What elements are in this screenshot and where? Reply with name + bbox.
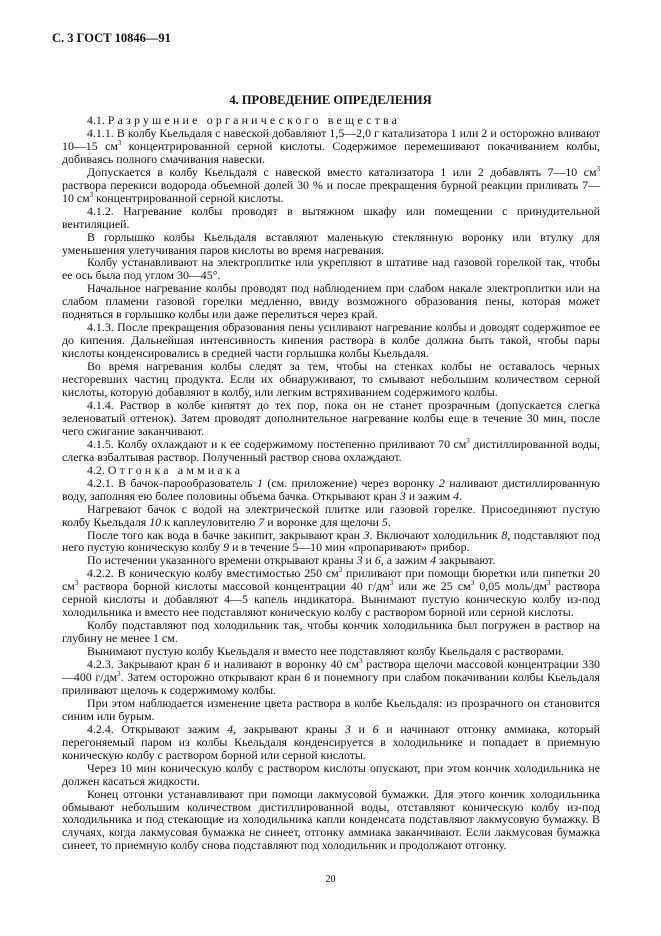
item-reference: 10 [149, 514, 162, 529]
text-run: дистиллированной воды, слегка взбалтывая раствор. Полученный раствор снова охлаждают. [62, 436, 600, 464]
item-reference: 5 [381, 514, 388, 529]
item-reference: 1 [257, 475, 263, 490]
text-run: Конец отгонки устанавливают при помощи лакмусовой бумажки. Для этого кончик холодильника обмывают небольшим количеством дистиллированной воды, отставляют коническую колбу из-под холодильника и под стекающие из холодильника капли конденсата подставляют лакмусовую бумажку. В случаях, когда лакмусовая бумажка не синеет, отгонку аммиака заканчивают. Если лакмусовая бумажка синеет, то приемную колбу снова подставляют под холодильник и продолжают отгонку. [62, 786, 600, 853]
text-run: , закрывают краны [233, 721, 345, 736]
text-run: 4.2.2. В коническую колбу вместимостью 250 см [87, 566, 339, 581]
text-run: , а зажим [380, 553, 431, 568]
paragraph [62, 399, 600, 438]
text-run: Через 10 мин коническую колбу с раствором кислоты опускают, при этом кончик холодильника не должен касаться жидкости. [62, 760, 600, 788]
paragraph [62, 321, 600, 360]
text-run: 4.1.1. В колбу Кьельдаля с навеской добавляют 1,5—2,0 г катализатора 1 или 2 и осторожно вливают 10—15 см [62, 125, 600, 153]
text-run: . [459, 488, 463, 503]
text-run: и [350, 721, 373, 736]
item-reference: 4 [227, 721, 234, 736]
item-reference: 6 [304, 669, 311, 684]
text-run: концентрированной серной кислоты. [93, 190, 284, 205]
text-run: 4.2.3. Закрывают кран [87, 657, 204, 672]
text-run: После того как вода в бачке закипит, закрывают кран [87, 527, 364, 542]
text-run: 0,05 моль/дм [474, 579, 547, 594]
text-run: 4.1.5. Колбу охлаждают и к ее содержимому постепенно приливают 70 см [87, 436, 467, 451]
superscript: 3 [338, 566, 343, 575]
text-run: . Затем осторожно открывают кран [120, 669, 305, 684]
paragraph [62, 697, 600, 723]
text-run: и [362, 553, 375, 568]
text-run: Во время нагревания колбы следят за тем, чтобы на стенках колбы не оставалось черных несгоревших частиц продукта. Если их обнаруживают, то смывают небольшим количеством серной кислоты, которую добавляют в колбу, или легким встряхиванием содержимого колбы. [62, 359, 600, 400]
item-reference: 3 [399, 488, 406, 503]
text-run: . Включают холодильник [369, 527, 502, 542]
item-reference: 6 [374, 553, 381, 568]
superscript: 3 [89, 190, 94, 199]
paragraph [62, 231, 600, 257]
text-run: к каплеуловителю [161, 514, 259, 529]
text-run: В горлышко колбы Кьельдаля вставляют маленькую стеклянную воронку или втулку для уменьшения улетучивания паров кислоты во время нагревания. [62, 229, 600, 257]
superscript: 3 [117, 138, 122, 147]
text-run: наливают дистиллированную воду, заполняя ею более половины объема бачка. Открывают кран [62, 475, 600, 503]
item-reference: 6 [372, 721, 379, 736]
text-run: или же 25 см [393, 579, 471, 594]
document-body [62, 114, 600, 852]
paragraph [62, 127, 600, 166]
spaced-heading-text: Отгонка аммиака [107, 462, 244, 477]
item-reference: 7 [258, 514, 265, 529]
text-run: и в течение 5—10 мин «пропаривают» прибор. [229, 540, 470, 555]
text-run: Вынимают пустую колбу Кьельдаля и вместо нее подставляют колбу Кьельдаля с растворами. [87, 644, 565, 659]
paragraph [62, 256, 600, 282]
superscript: 3 [596, 164, 600, 173]
paragraph [62, 619, 600, 645]
text-run: и воронке для щелочи [264, 514, 382, 529]
text-run: и понемногу при слабом покачивании колбы Кьельдаля приливают щелочь к содержимому колбы. [62, 669, 600, 697]
item-reference: 2 [438, 475, 445, 490]
paragraph [62, 438, 600, 464]
text-run: Колбу подставляют под холодильник так, чтобы кончик холодильника был погружен в раствор на глубину не менее 1 см. [62, 618, 600, 646]
paragraph [62, 205, 600, 231]
text-run: Начальное нагревание колбы проводят под наблюдением при слабом накале электроплитки или на слабом пламени газовой горелки медленно, ввиду возможного образования пены, которая может подняться в горлышко колбы или даже перелиться через край. [62, 281, 600, 322]
superscript: 3 [389, 579, 394, 588]
item-reference: 3 [363, 527, 370, 542]
text-run: и начинают отгонку аммиака, который перегоняемый паром из колбы Кьельдаля конденсируется в холодильнике и попадает в приемную коническую колбу с раствором борной или серной кислоты. [62, 721, 600, 762]
text-run: Колбу устанавливают на электроплитке или укрепляют в штативе над газовой горелкой так, чтобы ее ось была под углом 30—45°. [62, 255, 600, 283]
text-run: 4.2.1. В бачок-парообразователь [87, 475, 257, 490]
text-run: и зажим [405, 488, 454, 503]
text-run: , подставляют под него пустую коническую колбу [62, 527, 600, 555]
section-title: 4. ПРОВЕДЕНИЕ ОПРЕДЕЛЕНИЯ [229, 93, 432, 107]
paragraph [62, 567, 600, 619]
text-run: 4.1. [87, 113, 108, 127]
text-run: раствора борной кислоты массовой концентрации 40 г/дм [78, 579, 390, 594]
spaced-heading-text: Разрушение органического вещества [107, 113, 401, 127]
text-run: 4.1.4. Раствор в колбе кипятят до тех пор, пока он не станет прозрачным (допускается слегка зеленоватый оттенок). Затем проводят дополнительное нагревание колбы еще в течение 30 мин, после чего сжигание заканчивают. [62, 397, 600, 438]
paragraph [62, 360, 600, 399]
item-reference: 3 [356, 553, 363, 568]
paragraph [62, 723, 600, 762]
text-run: По истечении указанного времени открывают краны [87, 553, 357, 568]
text-run: закрывают. [436, 553, 496, 568]
text-run: концентрированной серной кислоты. Содержимое перемешивают покачиванием колбы, добиваясь полного смачивания навески. [62, 138, 600, 166]
paragraph [62, 658, 600, 697]
paragraph [62, 503, 600, 529]
item-reference: 8 [501, 527, 508, 542]
text-run: и наливают в воронку 40 см [209, 657, 360, 672]
text-run: раствора серной кислоты и добавляют 4—5 капель индикатора. Вынимают пустую коническую колбу из-под холодильника и вместо нее подставляют коническую колбу с раствором борной или серной кислоты. [62, 579, 600, 620]
superscript: 3 [359, 657, 363, 666]
item-reference: 4 [430, 553, 437, 568]
item-reference: 9 [223, 540, 230, 555]
paragraph [62, 477, 600, 503]
text-run: 4.1.3. После прекращения образования пены усиливают нагревание колбы и доводят содержиmое ее до кипения. Дальнейшая интенсивность кипения раствора в колбе должна быть такой, чтобы пары кислоты конденсировались в средней части горлышка колбы Кьельдаля. [62, 320, 600, 361]
text-run: раствора щелочи массовой концентрации 330—400 г/дм [62, 657, 601, 684]
text-run: Допускается в колбу Кьельдаля с навеской вместо катализатора 1 или 2 добавлять 7—10 см [87, 164, 597, 179]
page-number: 20 [325, 874, 336, 885]
text-run: Нагревают бачок с водой на электрической плитке или газовой горелке. Присоединяют пустую колбу Кьельдаля [62, 501, 600, 529]
text-run: приливают при помощи бюретки или пипетки 20 см [62, 566, 600, 594]
text-run: 4.2.4. Открывают зажим [87, 721, 228, 736]
paragraph [62, 762, 600, 788]
text-run: 4.1.2. Нагревание колбы проводят в вытяжном шкафу или помещении с принудительной вентиляцией. [62, 203, 600, 231]
superscript: 3 [470, 579, 475, 588]
item-reference: 4 [453, 488, 460, 503]
superscript: 3 [546, 579, 551, 588]
text-run: . [387, 514, 391, 529]
page-header: С. 3 ГОСТ 10846—91 [52, 31, 171, 45]
paragraph [62, 529, 600, 555]
item-reference: 3 [344, 721, 351, 736]
paragraph [62, 788, 600, 853]
text-run: 4.2. [87, 462, 108, 477]
text-run: При этом наблюдается изменение цвета раствора в колбе Кьельдаля: из прозрачного он становится синим или бурым. [62, 695, 600, 723]
superscript: 3 [117, 669, 121, 678]
paragraph [62, 166, 600, 205]
text-run: раствора перекиси водорода объемной долей 30 % и после прекращения бурной реакции приливать 7—10 см [62, 177, 600, 205]
text-run: (см. приложение) через воронку [262, 475, 439, 490]
superscript: 3 [466, 436, 470, 445]
paragraph [62, 282, 600, 321]
item-reference: 6 [203, 657, 210, 672]
superscript: 3 [74, 579, 79, 588]
